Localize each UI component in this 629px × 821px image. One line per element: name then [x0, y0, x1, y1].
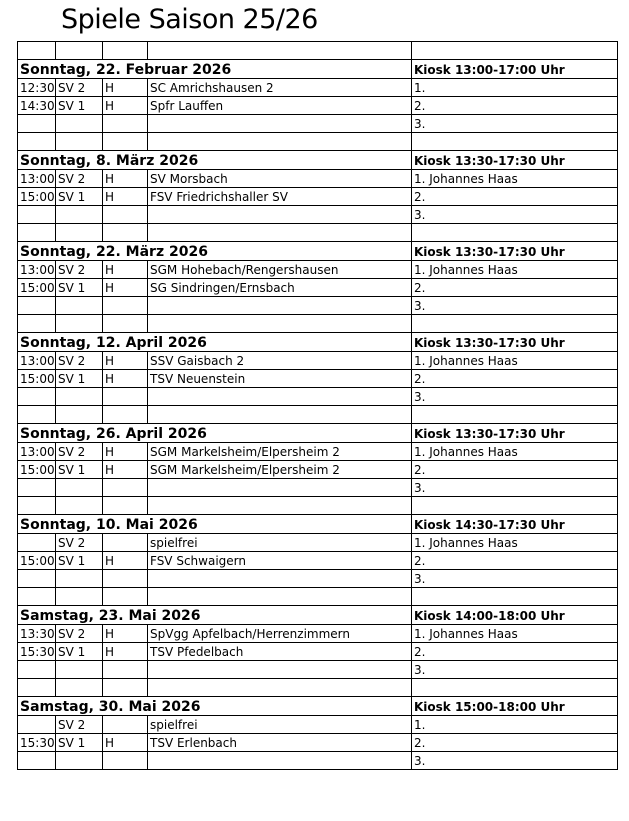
empty-cell: [56, 497, 103, 515]
spacer-row: [18, 42, 618, 60]
match-time: 13:00: [18, 352, 56, 370]
match-row: [18, 734, 618, 752]
match-team: SV 2: [56, 625, 103, 643]
kiosk-staff-slot: 1. Johannes Haas: [412, 534, 618, 552]
match-time: 12:30: [18, 79, 56, 97]
match-venue: [103, 297, 148, 315]
match-team: SV 1: [56, 188, 103, 206]
empty-cell: [412, 497, 618, 515]
match-opponent: [148, 206, 412, 224]
match-venue: H: [103, 643, 148, 661]
empty-cell: [56, 133, 103, 151]
match-opponent: SGM Markelsheim/Elpersheim 2: [148, 461, 412, 479]
match-venue: H: [103, 734, 148, 752]
match-time: [18, 206, 56, 224]
empty-cell: [103, 406, 148, 424]
match-time: [18, 661, 56, 679]
empty-cell: [148, 315, 412, 333]
match-row: [18, 716, 618, 734]
kiosk-staff-slot: 3.: [412, 570, 618, 588]
spacer-row: [18, 497, 618, 515]
empty-cell: [18, 679, 56, 697]
day-header-row: [18, 242, 618, 261]
match-team: [56, 661, 103, 679]
kiosk-hours: Kiosk 14:00-18:00 Uhr: [412, 606, 618, 625]
kiosk-staff-slot: 1. Johannes Haas: [412, 261, 618, 279]
match-opponent: FSV Friedrichshaller SV: [148, 188, 412, 206]
match-venue: [103, 716, 148, 734]
match-row: [18, 279, 618, 297]
day-header-row: [18, 151, 618, 170]
match-team: [56, 479, 103, 497]
match-row: [18, 661, 618, 679]
empty-cell: [412, 224, 618, 242]
match-opponent: [148, 479, 412, 497]
day-date: Sonntag, 12. April 2026: [18, 333, 412, 352]
empty-cell: [18, 588, 56, 606]
match-row: [18, 297, 618, 315]
match-row: [18, 170, 618, 188]
empty-cell: [18, 406, 56, 424]
match-opponent: [148, 297, 412, 315]
match-venue: [103, 752, 148, 770]
match-opponent: TSV Erlenbach: [148, 734, 412, 752]
match-team: SV 1: [56, 552, 103, 570]
match-venue: H: [103, 352, 148, 370]
match-row: [18, 370, 618, 388]
schedule-table: [17, 41, 618, 770]
match-opponent: [148, 388, 412, 406]
kiosk-hours: Kiosk 13:30-17:30 Uhr: [412, 242, 618, 261]
match-time: [18, 115, 56, 133]
kiosk-staff-slot: 2.: [412, 552, 618, 570]
empty-cell: [103, 679, 148, 697]
match-team: SV 2: [56, 716, 103, 734]
match-opponent: Spfr Lauffen: [148, 97, 412, 115]
match-time: 13:00: [18, 261, 56, 279]
kiosk-staff-slot: 1.: [412, 79, 618, 97]
match-row: [18, 570, 618, 588]
kiosk-staff-slot: 3.: [412, 297, 618, 315]
spacer-row: [18, 133, 618, 151]
day-date: Samstag, 23. Mai 2026: [18, 606, 412, 625]
match-opponent: [148, 570, 412, 588]
match-opponent: SG Sindringen/Ernsbach: [148, 279, 412, 297]
match-row: [18, 643, 618, 661]
kiosk-staff-slot: 3.: [412, 661, 618, 679]
match-time: [18, 297, 56, 315]
match-team: [56, 388, 103, 406]
match-row: [18, 752, 618, 770]
empty-cell: [56, 224, 103, 242]
match-opponent: SC Amrichshausen 2: [148, 79, 412, 97]
match-time: 15:00: [18, 461, 56, 479]
empty-cell: [412, 133, 618, 151]
match-team: SV 2: [56, 261, 103, 279]
match-venue: [103, 206, 148, 224]
match-time: [18, 752, 56, 770]
match-row: [18, 534, 618, 552]
match-time: [18, 716, 56, 734]
day-date: Samstag, 30. Mai 2026: [18, 697, 412, 716]
match-time: [18, 479, 56, 497]
match-team: SV 1: [56, 97, 103, 115]
kiosk-staff-slot: 1. Johannes Haas: [412, 352, 618, 370]
day-date: Sonntag, 26. April 2026: [18, 424, 412, 443]
day-header-row: [18, 333, 618, 352]
empty-cell: [148, 133, 412, 151]
kiosk-hours: Kiosk 15:00-18:00 Uhr: [412, 697, 618, 716]
match-time: 13:00: [18, 170, 56, 188]
match-venue: [103, 388, 148, 406]
match-team: [56, 570, 103, 588]
empty-cell: [18, 224, 56, 242]
match-team: [56, 115, 103, 133]
empty-cell: [412, 315, 618, 333]
empty-cell: [56, 588, 103, 606]
match-time: 15:00: [18, 188, 56, 206]
day-header-row: [18, 424, 618, 443]
match-opponent: [148, 661, 412, 679]
match-time: 14:30: [18, 97, 56, 115]
page-title: Spiele Saison 25/26: [61, 4, 318, 35]
match-time: 15:30: [18, 643, 56, 661]
empty-cell: [18, 315, 56, 333]
match-opponent: [148, 115, 412, 133]
match-opponent: SGM Markelsheim/Elpersheim 2: [148, 443, 412, 461]
match-time: [18, 570, 56, 588]
match-row: [18, 552, 618, 570]
match-venue: [103, 479, 148, 497]
match-team: SV 1: [56, 279, 103, 297]
kiosk-hours: Kiosk 13:30-17:30 Uhr: [412, 424, 618, 443]
kiosk-staff-slot: 3.: [412, 479, 618, 497]
match-venue: H: [103, 461, 148, 479]
spacer-row: [18, 406, 618, 424]
kiosk-staff-slot: 1. Johannes Haas: [412, 625, 618, 643]
kiosk-staff-slot: 2.: [412, 643, 618, 661]
kiosk-staff-slot: 2.: [412, 734, 618, 752]
empty-cell: [18, 497, 56, 515]
match-opponent: SpVgg Apfelbach/Herrenzimmern: [148, 625, 412, 643]
match-row: [18, 388, 618, 406]
kiosk-staff-slot: 1. Johannes Haas: [412, 170, 618, 188]
match-venue: [103, 115, 148, 133]
empty-cell: [148, 406, 412, 424]
kiosk-staff-slot: 1.: [412, 716, 618, 734]
match-team: [56, 752, 103, 770]
match-venue: [103, 570, 148, 588]
empty-cell: [103, 497, 148, 515]
empty-cell: [18, 133, 56, 151]
match-row: [18, 479, 618, 497]
match-opponent: SSV Gaisbach 2: [148, 352, 412, 370]
match-team: SV 2: [56, 79, 103, 97]
match-row: [18, 79, 618, 97]
match-time: 13:30: [18, 625, 56, 643]
match-time: 15:00: [18, 552, 56, 570]
match-opponent: SV Morsbach: [148, 170, 412, 188]
match-team: SV 1: [56, 370, 103, 388]
match-row: [18, 188, 618, 206]
match-opponent: TSV Pfedelbach: [148, 643, 412, 661]
match-time: [18, 388, 56, 406]
day-header-row: [18, 697, 618, 716]
spacer-row: [18, 679, 618, 697]
empty-cell: [148, 588, 412, 606]
empty-cell: [148, 497, 412, 515]
match-row: [18, 352, 618, 370]
match-venue: H: [103, 443, 148, 461]
kiosk-hours: Kiosk 14:30-17:30 Uhr: [412, 515, 618, 534]
match-opponent: FSV Schwaigern: [148, 552, 412, 570]
empty-cell: [412, 679, 618, 697]
empty-cell: [148, 679, 412, 697]
empty-cell: [56, 406, 103, 424]
match-time: 15:00: [18, 279, 56, 297]
match-team: [56, 297, 103, 315]
match-opponent: spielfrei: [148, 716, 412, 734]
empty-cell: [412, 588, 618, 606]
match-venue: H: [103, 552, 148, 570]
day-date: Sonntag, 22. März 2026: [18, 242, 412, 261]
day-date: Sonntag, 22. Februar 2026: [18, 60, 412, 79]
match-row: [18, 115, 618, 133]
spacer-row: [18, 588, 618, 606]
match-team: [56, 206, 103, 224]
kiosk-staff-slot: 1. Johannes Haas: [412, 443, 618, 461]
match-time: [18, 534, 56, 552]
kiosk-staff-slot: 2.: [412, 461, 618, 479]
match-team: SV 2: [56, 170, 103, 188]
kiosk-staff-slot: 2.: [412, 370, 618, 388]
day-header-row: [18, 60, 618, 79]
empty-cell: [103, 224, 148, 242]
empty-cell: [148, 224, 412, 242]
kiosk-staff-slot: 2.: [412, 97, 618, 115]
kiosk-staff-slot: 3.: [412, 115, 618, 133]
day-date: Sonntag, 8. März 2026: [18, 151, 412, 170]
kiosk-hours: Kiosk 13:30-17:30 Uhr: [412, 151, 618, 170]
match-venue: H: [103, 97, 148, 115]
match-team: SV 1: [56, 643, 103, 661]
kiosk-hours: Kiosk 13:00-17:00 Uhr: [412, 60, 618, 79]
kiosk-staff-slot: 2.: [412, 188, 618, 206]
match-venue: H: [103, 625, 148, 643]
spacer-row: [18, 315, 618, 333]
match-venue: [103, 661, 148, 679]
match-time: 13:00: [18, 443, 56, 461]
day-header-row: [18, 515, 618, 534]
match-venue: H: [103, 170, 148, 188]
match-venue: H: [103, 188, 148, 206]
empty-cell: [56, 315, 103, 333]
match-opponent: TSV Neuenstein: [148, 370, 412, 388]
match-venue: H: [103, 370, 148, 388]
match-opponent: SGM Hohebach/Rengershausen: [148, 261, 412, 279]
match-time: 15:30: [18, 734, 56, 752]
match-time: 15:00: [18, 370, 56, 388]
match-team: SV 1: [56, 734, 103, 752]
empty-cell: [412, 406, 618, 424]
empty-cell: [103, 588, 148, 606]
match-row: [18, 443, 618, 461]
kiosk-staff-slot: 2.: [412, 279, 618, 297]
match-venue: H: [103, 79, 148, 97]
empty-cell: [103, 133, 148, 151]
match-opponent: spielfrei: [148, 534, 412, 552]
match-team: SV 2: [56, 443, 103, 461]
kiosk-hours: Kiosk 13:30-17:30 Uhr: [412, 333, 618, 352]
match-venue: H: [103, 261, 148, 279]
kiosk-staff-slot: 3.: [412, 206, 618, 224]
empty-cell: [56, 679, 103, 697]
schedule-body: [18, 42, 618, 770]
match-row: [18, 206, 618, 224]
match-row: [18, 261, 618, 279]
kiosk-staff-slot: 3.: [412, 752, 618, 770]
empty-cell: [103, 315, 148, 333]
match-row: [18, 625, 618, 643]
match-venue: H: [103, 279, 148, 297]
match-team: SV 2: [56, 352, 103, 370]
match-row: [18, 461, 618, 479]
kiosk-staff-slot: 3.: [412, 388, 618, 406]
day-header-row: [18, 606, 618, 625]
match-team: SV 2: [56, 534, 103, 552]
spacer-row: [18, 224, 618, 242]
match-opponent: [148, 752, 412, 770]
day-date: Sonntag, 10. Mai 2026: [18, 515, 412, 534]
match-row: [18, 97, 618, 115]
match-venue: [103, 534, 148, 552]
match-team: SV 1: [56, 461, 103, 479]
